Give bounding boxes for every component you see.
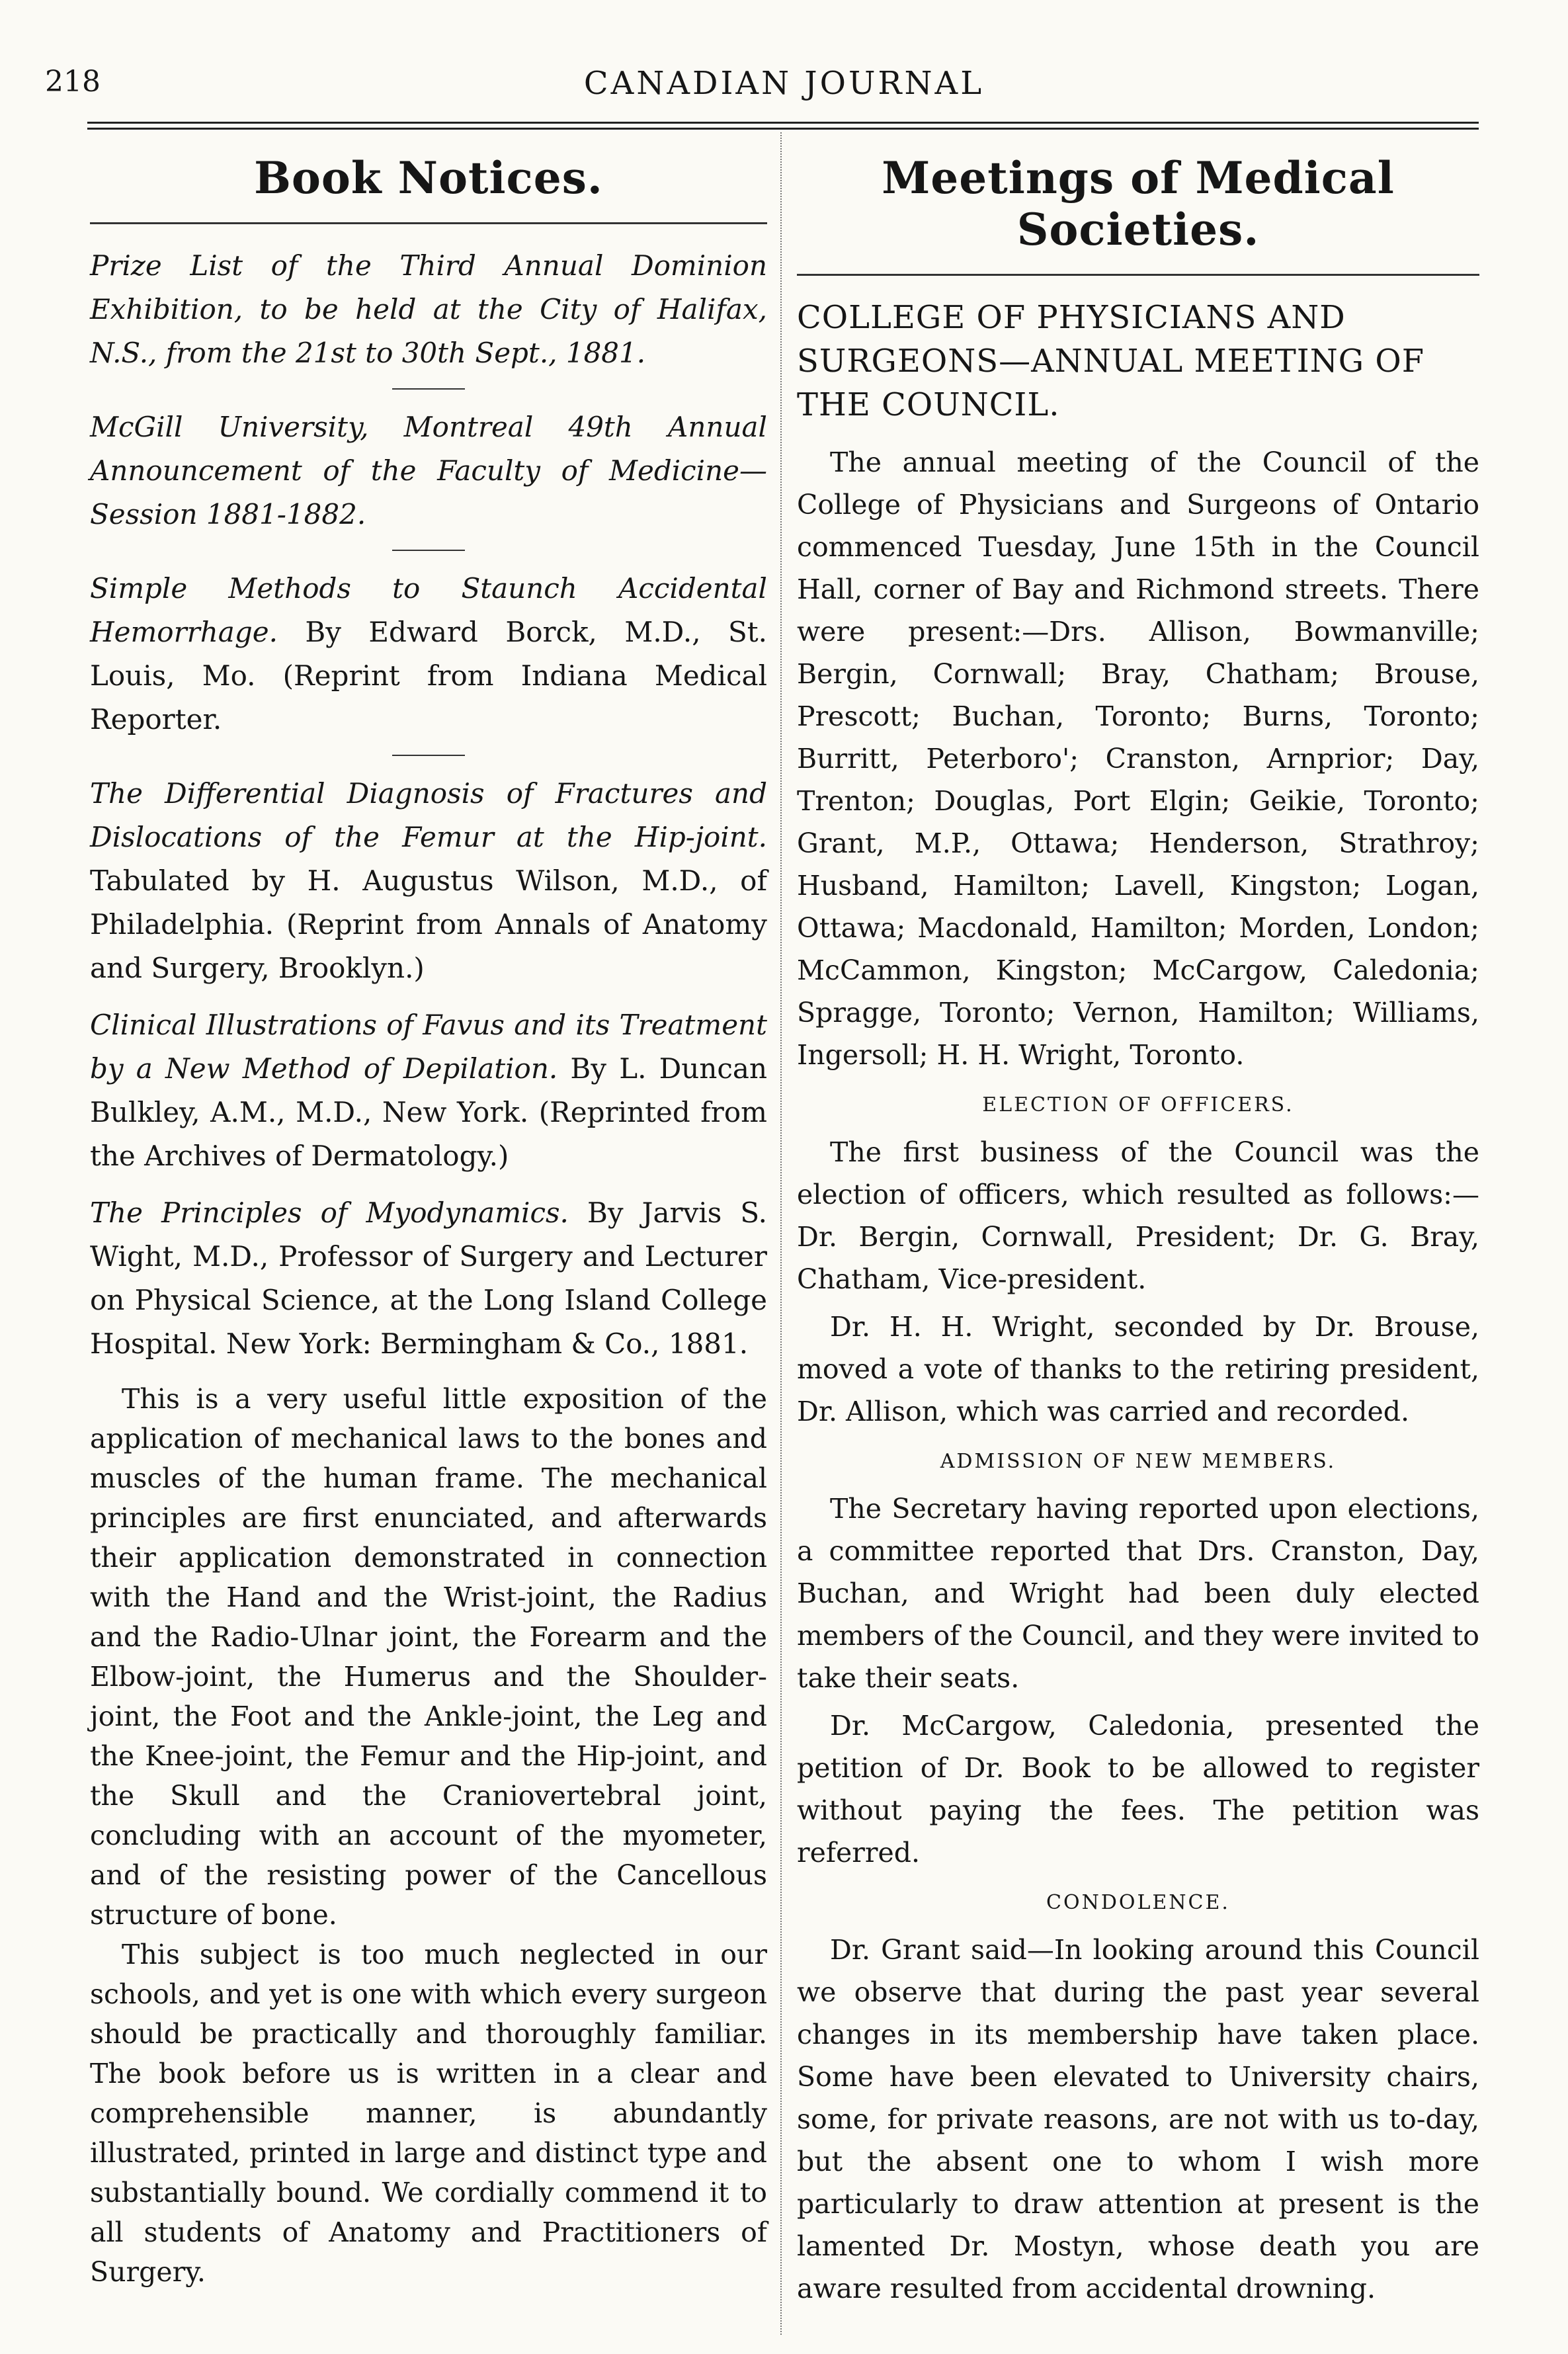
condolence-paragraph: Dr. Grant said—In looking around this Council we observe that during the past year several changes in its membership have taken place. Some have been elevated to University chairs, some, for private reasons, are not with us to-day, but the absent one to whom I wish more particularly to draw attention at present is the lamented Dr. Mostyn, whose death you are aware resulted from accidental drowning. — [797, 1934, 1479, 2304]
book-entry — [90, 405, 767, 536]
medical-societies-column — [797, 152, 1479, 2335]
book-notices-column — [90, 152, 767, 2335]
admission-paragraph: The Secretary having reported upon elections, a committee reported that Drs. Cranston, Day, Buchan, and Wright had been duly elected members of the Council, and they were invited to take their seats. — [797, 1493, 1479, 1694]
book-entry — [90, 567, 767, 741]
book-entry — [90, 244, 767, 375]
book-entry-title: Simple Methods to Staunch Accidental Hemorrhage. — [90, 572, 767, 648]
entry-separator — [392, 388, 465, 390]
intro-paragraph: The annual meeting of the Council of the College of Physicians and Surgeons of Ontario commenced Tuesday, June 15th in the Council Hall, corner of Bay and Richmond streets. There were present:—Drs. Allison, Bowmanville; Bergin, Cornwall; Bray, Chatham; Brouse, Prescott; Buchan, Toronto; Burns, Toronto; Burritt, Peterboro'; Cranston, Arnprior; Day, Trenton; Douglas, Port Elgin; Geikie, Toronto; Grant, M.P., Ottawa; Henderson, Strathroy; Husband, Hamilton; Lavell, Kingston; Logan, Ottawa; Macdonald, Hamilton; Morden, London; McCammon, Kingston; McCargow, Caledonia; Spragge, Toronto; Vernon, Hamilton; Williams, Ingersoll; H. H. Wright, Toronto. — [797, 446, 1479, 1071]
book-entry-details: By Jarvis S. Wight, M.D., Professor of Surgery and Lecturer on Physical Science, at the Long Island College Hospital. New York: Bermingham & Co., 1881. — [90, 1197, 767, 1360]
book-entry — [90, 1003, 767, 1178]
book-entry-details: By L. Duncan Bulkley, A.M., M.D., New York. (Reprinted from the Archives of Dermatology.) — [90, 1052, 768, 1172]
book-notices-title: Book Notices. — [254, 152, 603, 204]
running-title: CANADIAN JOURNAL — [583, 65, 985, 102]
book-entry-title: The Differential Diagnosis of Fractures and Dislocations of the Femur at the Hip-joint. — [90, 777, 767, 853]
book-entry — [90, 1191, 767, 1366]
admission-heading: ADMISSION OF NEW MEMBERS. — [940, 1450, 1337, 1473]
section-rule — [90, 222, 767, 224]
page-number: 218 — [45, 65, 101, 99]
admission-paragraph: Dr. McCargow, Caledonia, presented the petition of Dr. Book to be allowed to register without paying the fees. The petition was referred. — [797, 1710, 1479, 1869]
election-paragraph: The first business of the Council was the election of officers, which resulted as follows:—Dr. Bergin, Cornwall, President; Dr. G. Bray, Chatham, Vice-president. — [797, 1136, 1479, 1295]
election-heading: ELECTION OF OFFICERS. — [982, 1093, 1294, 1116]
header-rule-double — [87, 128, 1479, 130]
condolence-heading: CONDOLENCE. — [1046, 1891, 1230, 1914]
book-entry-details: Tabulated by H. Augustus Wilson, M.D., of Philadelphia. (Reprint from Annals of Anatomy and Surgery, Brooklyn.) — [90, 864, 767, 984]
page-header — [0, 58, 1568, 118]
medical-societies-title: Meetings of Medical Societies. — [882, 152, 1395, 255]
entry-separator — [392, 755, 465, 756]
article-heading: COLLEGE OF PHYSICIANS AND SURGEONS—ANNUAL MEETING OF THE COUNCIL. — [797, 299, 1424, 423]
book-entry-title: The Principles of Myodynamics. — [90, 1197, 569, 1229]
entry-separator — [392, 550, 465, 551]
book-entry — [90, 772, 767, 990]
election-paragraph: Dr. H. H. Wright, seconded by Dr. Brouse, moved a vote of thanks to the retiring president, Dr. Allison, which was carried and recorded. — [797, 1311, 1479, 1427]
book-entry-title: Prize List of the Third Annual Dominion Exhibition, to be held at the City of Halifax, N.S., from the 21st to 30th Sept., 1881. — [90, 249, 767, 369]
column-divider — [780, 132, 782, 2335]
book-entry-details: By Edward Borck, M.D., St. Louis, Mo. (Reprint from Indiana Medical Reporter. — [90, 616, 767, 736]
review-paragraph: This is a very useful little exposition of the application of mechanical laws to the bones and muscles of the human frame. The mechanical principles are first enunciated, and afterwards their application demonstrated in connection with the Hand and the Wrist-joint, the Radius and the Radio-Ulnar joint, the Forearm and the Elbow-joint, the Humerus and the Shoulder-joint, the Foot and the Ankle-joint, the Leg and the Knee-joint, the Femur and the Hip-joint, and the Skull and the Craniovertebral joint, concluding with an account of the myometer, and of the resisting power of the Cancellous structure of bone. — [90, 1383, 767, 1931]
review-paragraph: This subject is too much neglected in our schools, and yet is one with which every surgeon should be practically and thoroughly familiar. The book before us is written in a clear and comprehensible manner, is abundantly illustrated, printed in large and distinct type and substantially bound. We cordially commend it to all students of Anatomy and Practitioners of Surgery. — [90, 1939, 767, 2288]
book-entry-title: Clinical Illustrations of Favus and its Treatment by a New Method of Depilation. — [90, 1009, 767, 1085]
book-entry-title: McGill University, Montreal 49th Annual Announcement of the Faculty of Medicine—Session 1881-1882. — [90, 411, 767, 530]
section-rule — [797, 274, 1479, 276]
header-rule — [87, 122, 1479, 124]
